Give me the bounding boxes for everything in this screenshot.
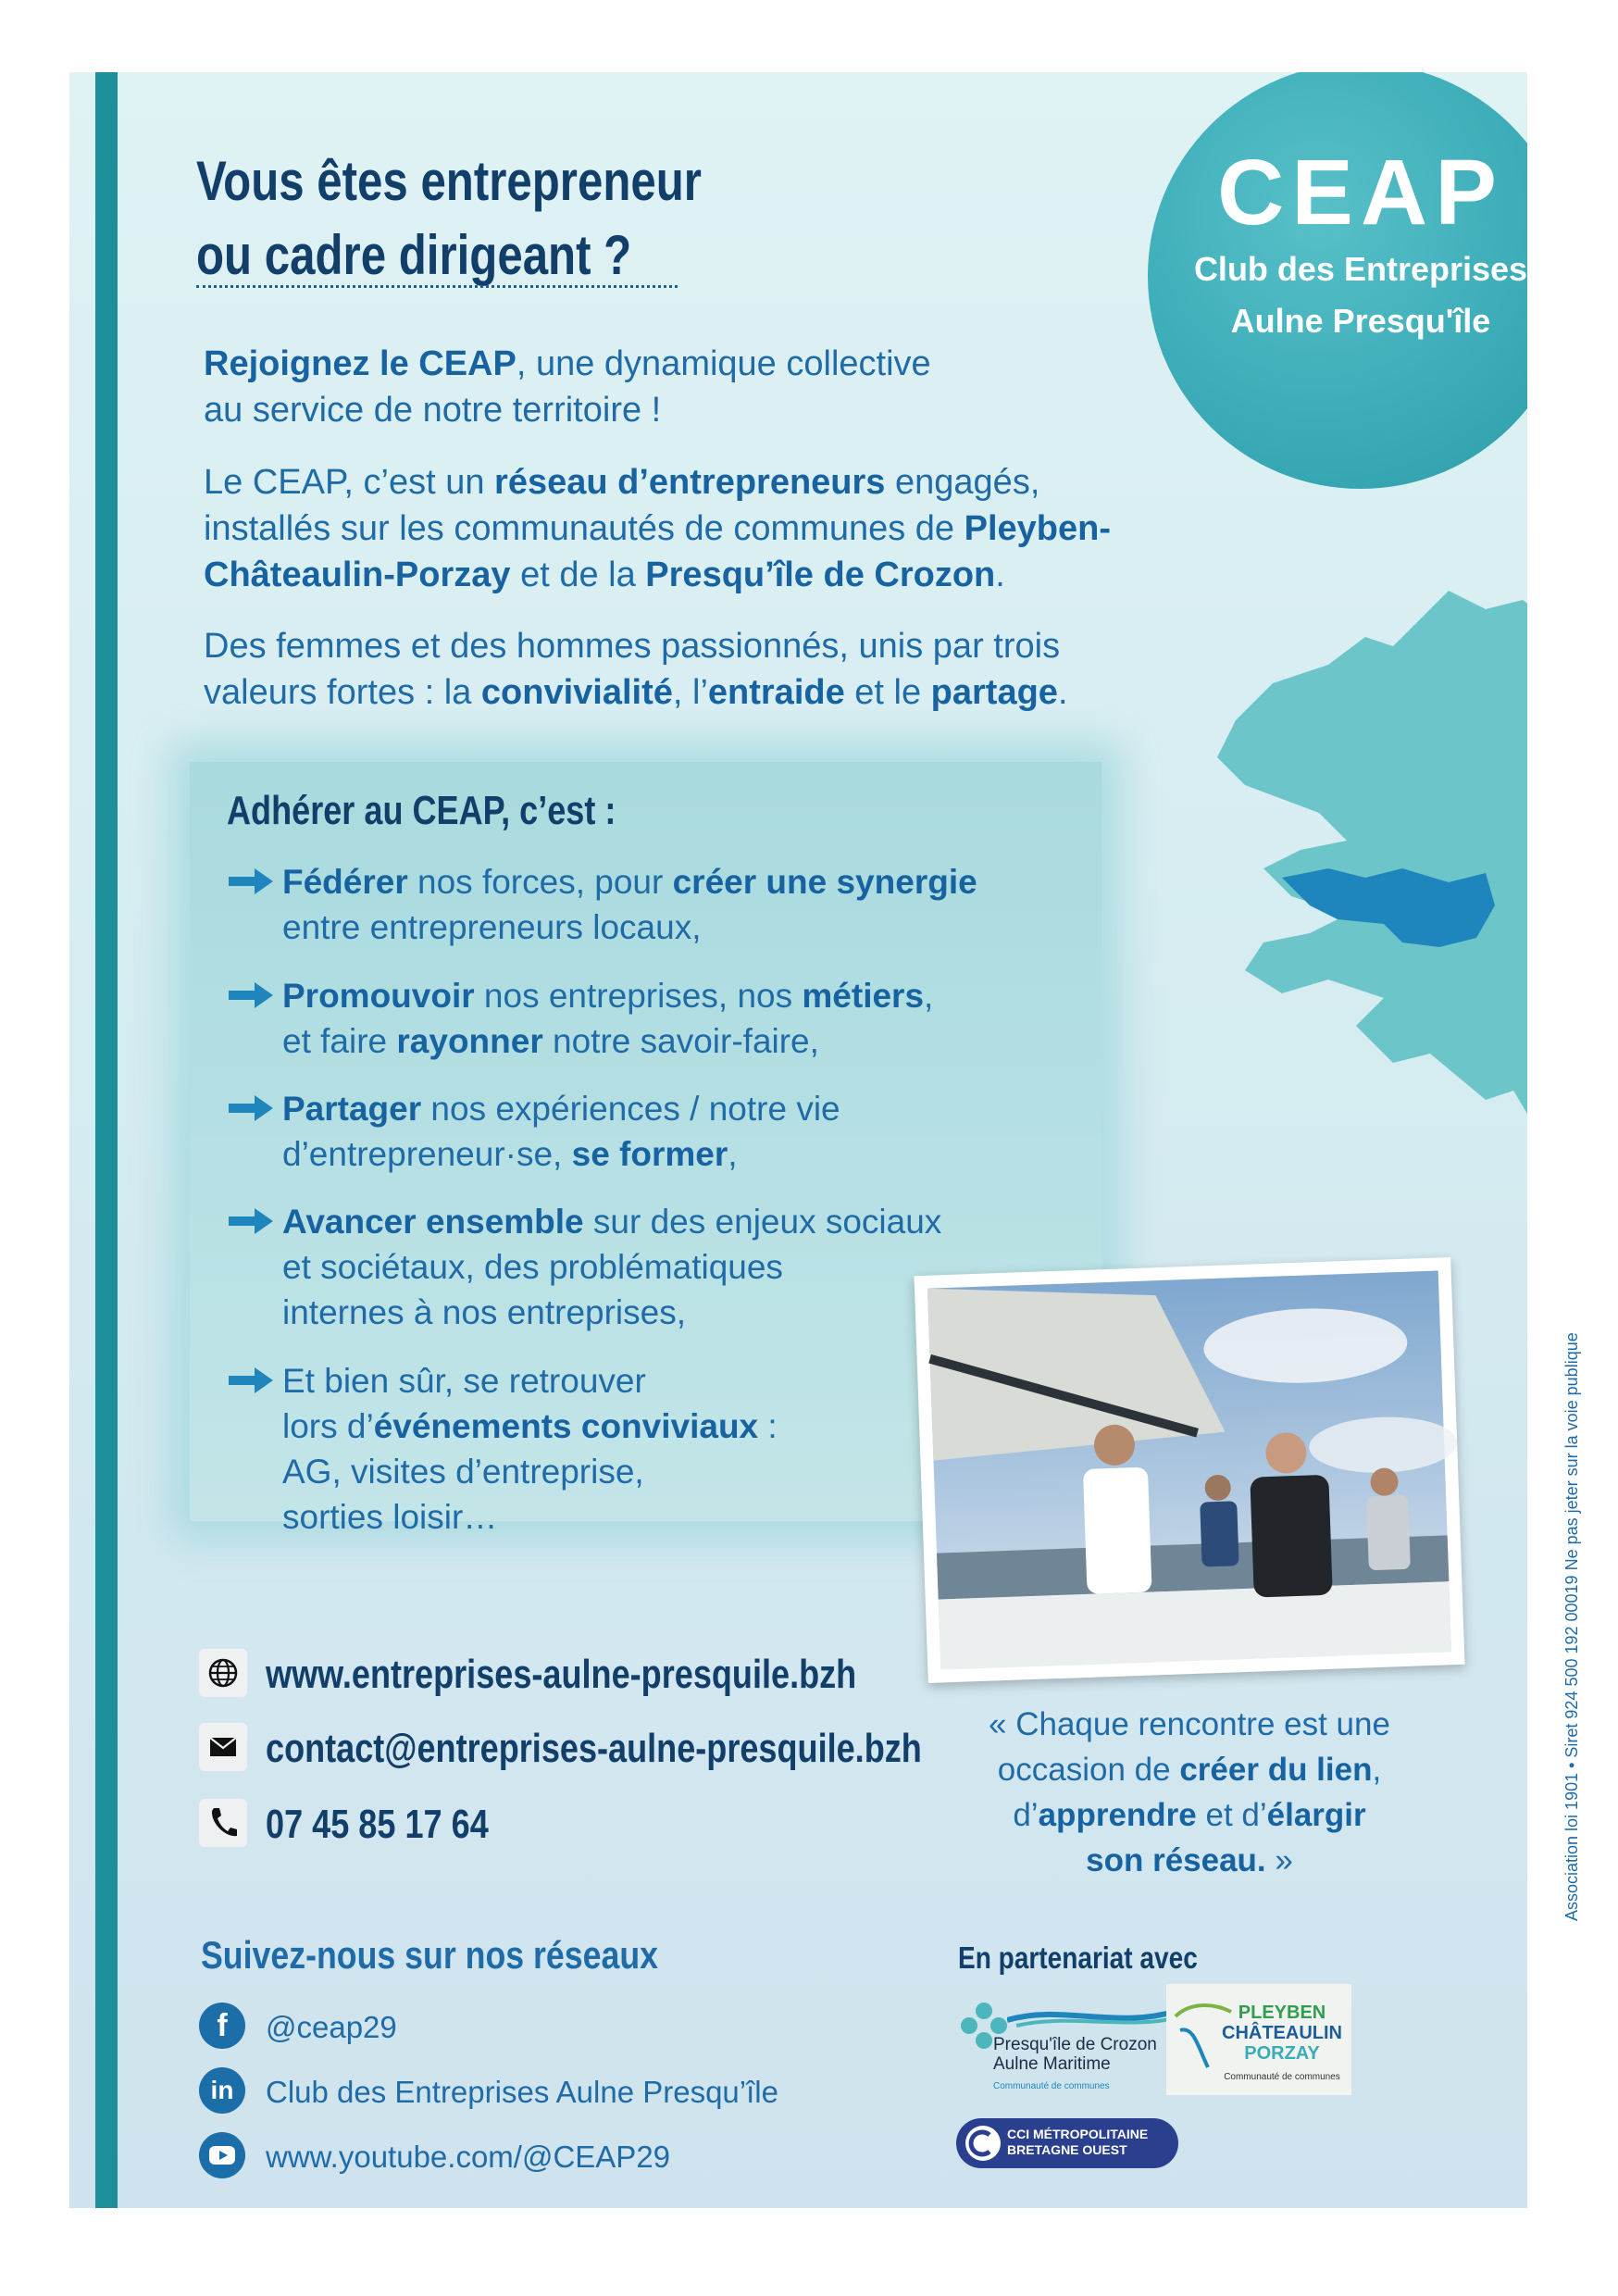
linkedin-icon: in (199, 2067, 245, 2114)
cci-line-1: CCI MÉTROPOLITAINE (1007, 2127, 1149, 2141)
title-divider (196, 285, 678, 288)
crozon-logo-text (993, 2035, 1157, 2096)
benefit-2-text-1: nos entreprises, nos (474, 977, 803, 1015)
crozon-line-1: Presqu'île de Crozon (993, 2035, 1157, 2054)
quote-text-4: d’ (1013, 1797, 1039, 1833)
intro-1-text-1: , une dynamique collective (516, 344, 931, 383)
intro-3-text-5: . (1057, 673, 1068, 712)
pleyben-line-3: PORZAY (1244, 2043, 1320, 2064)
arrow-right-icon (227, 1204, 275, 1238)
quote-text-6: » (1265, 1842, 1293, 1878)
crozon-sub: Communauté de communes (993, 2081, 1110, 2091)
benefit-2-bold-3: rayonner (396, 1022, 543, 1060)
benefit-2-bold-2: métiers (802, 977, 925, 1015)
intro-3-bold-3: partage (930, 673, 1058, 712)
badge-name-line-1: Club des Entreprises (1193, 250, 1527, 288)
intro-3-text-2: valeurs fortes : la (204, 673, 481, 712)
quote-text-2: occasion de (997, 1752, 1180, 1788)
arrow-right-icon (227, 865, 275, 898)
quote-bold-1: créer du lien (1179, 1752, 1373, 1788)
benefit-2-bold-1: Promouvoir (282, 977, 475, 1015)
intro-2-text-1: Le CEAP, c’est un (204, 463, 495, 502)
intro-3-bold-1: convivialité (480, 673, 673, 712)
intro-3-text-3: , l’ (672, 673, 708, 712)
quote-text-5: et d’ (1196, 1797, 1267, 1833)
benefit-4-bold-1: Avancer ensemble (282, 1203, 584, 1241)
benefit-3-text-2: d’entrepreneur·se, (282, 1135, 572, 1173)
benefit-1-text-1: nos forces, pour (407, 863, 673, 901)
benefit-5-text-1: Et bien sûr, se retrouver (282, 1362, 646, 1400)
intro-2-bold-3: Châteaulin-Porzay (204, 555, 511, 594)
intro-2-bold-1: réseau d’entrepreneurs (494, 463, 886, 502)
benefit-1-text-2: entre entrepreneurs locaux, (282, 908, 702, 946)
quote-bold-3: élargir (1266, 1797, 1366, 1833)
intro-3-text-4: et le (844, 673, 931, 712)
benefit-4-text-2: et sociétaux, des problématiques (282, 1248, 783, 1286)
cci-logo-icon (965, 2126, 1001, 2161)
benefit-3-text-1: nos expériences / notre vie (421, 1090, 840, 1128)
intro-2-text-3: installés sur les communautés de communes de (204, 509, 965, 548)
pleyben-logo-text (1222, 2003, 1342, 2088)
intro-2-bold-4: Presqu’île de Crozon (645, 555, 996, 594)
youtube-link[interactable] (199, 2132, 754, 2184)
facebook-link[interactable] (199, 2003, 662, 2054)
benefit-2-text-4: notre savoir-faire, (542, 1022, 819, 1060)
quote-bold-4: son réseau. (1086, 1842, 1266, 1878)
badge-name-line-2: Aulne Presqu'île (1230, 302, 1491, 340)
sailing-photo-illustration (914, 1257, 1464, 1683)
arrow-right-icon (227, 1092, 275, 1125)
benefit-1-bold-1: Fédérer (282, 863, 408, 901)
benefit-5-text-4: AG, visites d’entreprise, (282, 1453, 644, 1491)
page-title (196, 144, 702, 293)
benefit-3-bold-2: se former (571, 1135, 728, 1173)
globe-icon (199, 1649, 247, 1697)
cci-logo-text (1007, 2127, 1148, 2158)
crozon-partner-logo (956, 1998, 1188, 2100)
brittany-map-illustration (1208, 572, 1527, 1146)
benefit-2-text-2: , (924, 977, 934, 1015)
phone-link[interactable] (199, 1799, 569, 1851)
intro-2-text-5: . (995, 555, 1005, 594)
benefit-1-bold-2: créer une synergie (672, 863, 977, 901)
email-link[interactable] (199, 1723, 1014, 1775)
intro-3-text-1: Des femmes et des hommes passionnés, unis par trois (204, 627, 1061, 666)
phone-icon (199, 1799, 247, 1847)
benefit-text (282, 859, 1078, 950)
benefit-5-text-2: lors d’ (282, 1407, 374, 1445)
linkedin-name[interactable]: Club des Entreprises Aulne Presqu’île (266, 2075, 778, 2109)
cci-line-2: BRETAGNE OUEST (1007, 2142, 1127, 2157)
facebook-icon: f (199, 2003, 245, 2049)
email-text[interactable]: contact@entreprises-aulne-presquile.bzh (266, 1726, 922, 1771)
youtube-icon (199, 2132, 245, 2178)
benefit-text (282, 973, 1078, 1064)
benefit-4-text-1: sur des enjeux sociaux (583, 1203, 942, 1241)
title-line-2: ou cadre dirigeant ? (196, 224, 632, 286)
benefits-title: Adhérer au CEAP, c’est : (227, 788, 616, 833)
intro-2-text-2: engagés, (885, 463, 1040, 502)
youtube-url[interactable]: www.youtube.com/@CEAP29 (266, 2140, 671, 2174)
envelope-icon (199, 1723, 247, 1771)
quote-text-3: , (1372, 1752, 1382, 1788)
member-quote (949, 1702, 1430, 1883)
side-accent-bar (95, 72, 118, 2208)
benefit-5-text-3: : (758, 1407, 778, 1445)
benefit-3-bold-1: Partager (282, 1090, 422, 1128)
badge-acronym: CEAP (1217, 141, 1504, 244)
intro-paragraph-3 (204, 623, 1314, 716)
intro-paragraph-1 (204, 341, 1314, 433)
title-line-1: Vous êtes entrepreneur (196, 150, 702, 212)
benefit-2-text-3: et faire (282, 1022, 397, 1060)
pleyben-sub: Communauté de communes (1224, 2072, 1340, 2082)
facebook-handle[interactable]: @ceap29 (266, 2010, 397, 2044)
benefit-text (282, 1086, 1078, 1177)
benefit-4-text-3: internes à nos entreprises, (282, 1293, 687, 1331)
partners-title: En partenariat avec (958, 1940, 1198, 1975)
intro-1-bold-1: Rejoignez le CEAP (204, 344, 517, 383)
intro-2-bold-2: Pleyben- (964, 509, 1111, 548)
linkedin-link[interactable] (199, 2067, 847, 2119)
website-text[interactable]: www.entreprises-aulne-presquile.bzh (266, 1652, 857, 1697)
quote-bold-2: apprendre (1038, 1797, 1197, 1833)
wave-logo-mark (1007, 2003, 1183, 2028)
crozon-line-2: Aulne Maritime (993, 2054, 1111, 2074)
intro-2-text-4: et de la (510, 555, 646, 594)
phone-text[interactable]: 07 45 85 17 64 (266, 1802, 489, 1847)
benefit-3-text-3: , (728, 1135, 738, 1173)
quote-text-1: « Chaque rencontre est une (989, 1706, 1390, 1742)
benefit-5-text-5: sorties loisir… (282, 1498, 498, 1536)
pleyben-line-2: CHÂTEAULIN (1222, 2023, 1342, 2043)
pleyben-line-1: PLEYBEN (1238, 2003, 1326, 2023)
arrow-right-icon (227, 1364, 275, 1397)
intro-paragraph-2 (204, 459, 1314, 598)
intro-1-text-2: au service de notre territoire ! (204, 391, 662, 430)
flyer-page (69, 72, 1527, 2208)
cci-partner-logo (956, 2118, 1178, 2168)
website-link[interactable] (199, 1649, 940, 1701)
pleyben-partner-logo (1166, 1984, 1351, 2095)
sailing-photo (914, 1257, 1464, 1683)
badge-full-name (1148, 243, 1527, 347)
legal-notice: Association loi 1901 • Siret 924 500 192 00019 Ne pas jeter sur la voie publique (1562, 1332, 1581, 1921)
arrow-right-icon (227, 979, 275, 1012)
social-section-title: Suivez-nous sur nos réseaux (201, 1933, 659, 1977)
benefit-5-bold-1: événements conviviaux (373, 1407, 759, 1445)
intro-3-bold-2: entraide (707, 673, 845, 712)
